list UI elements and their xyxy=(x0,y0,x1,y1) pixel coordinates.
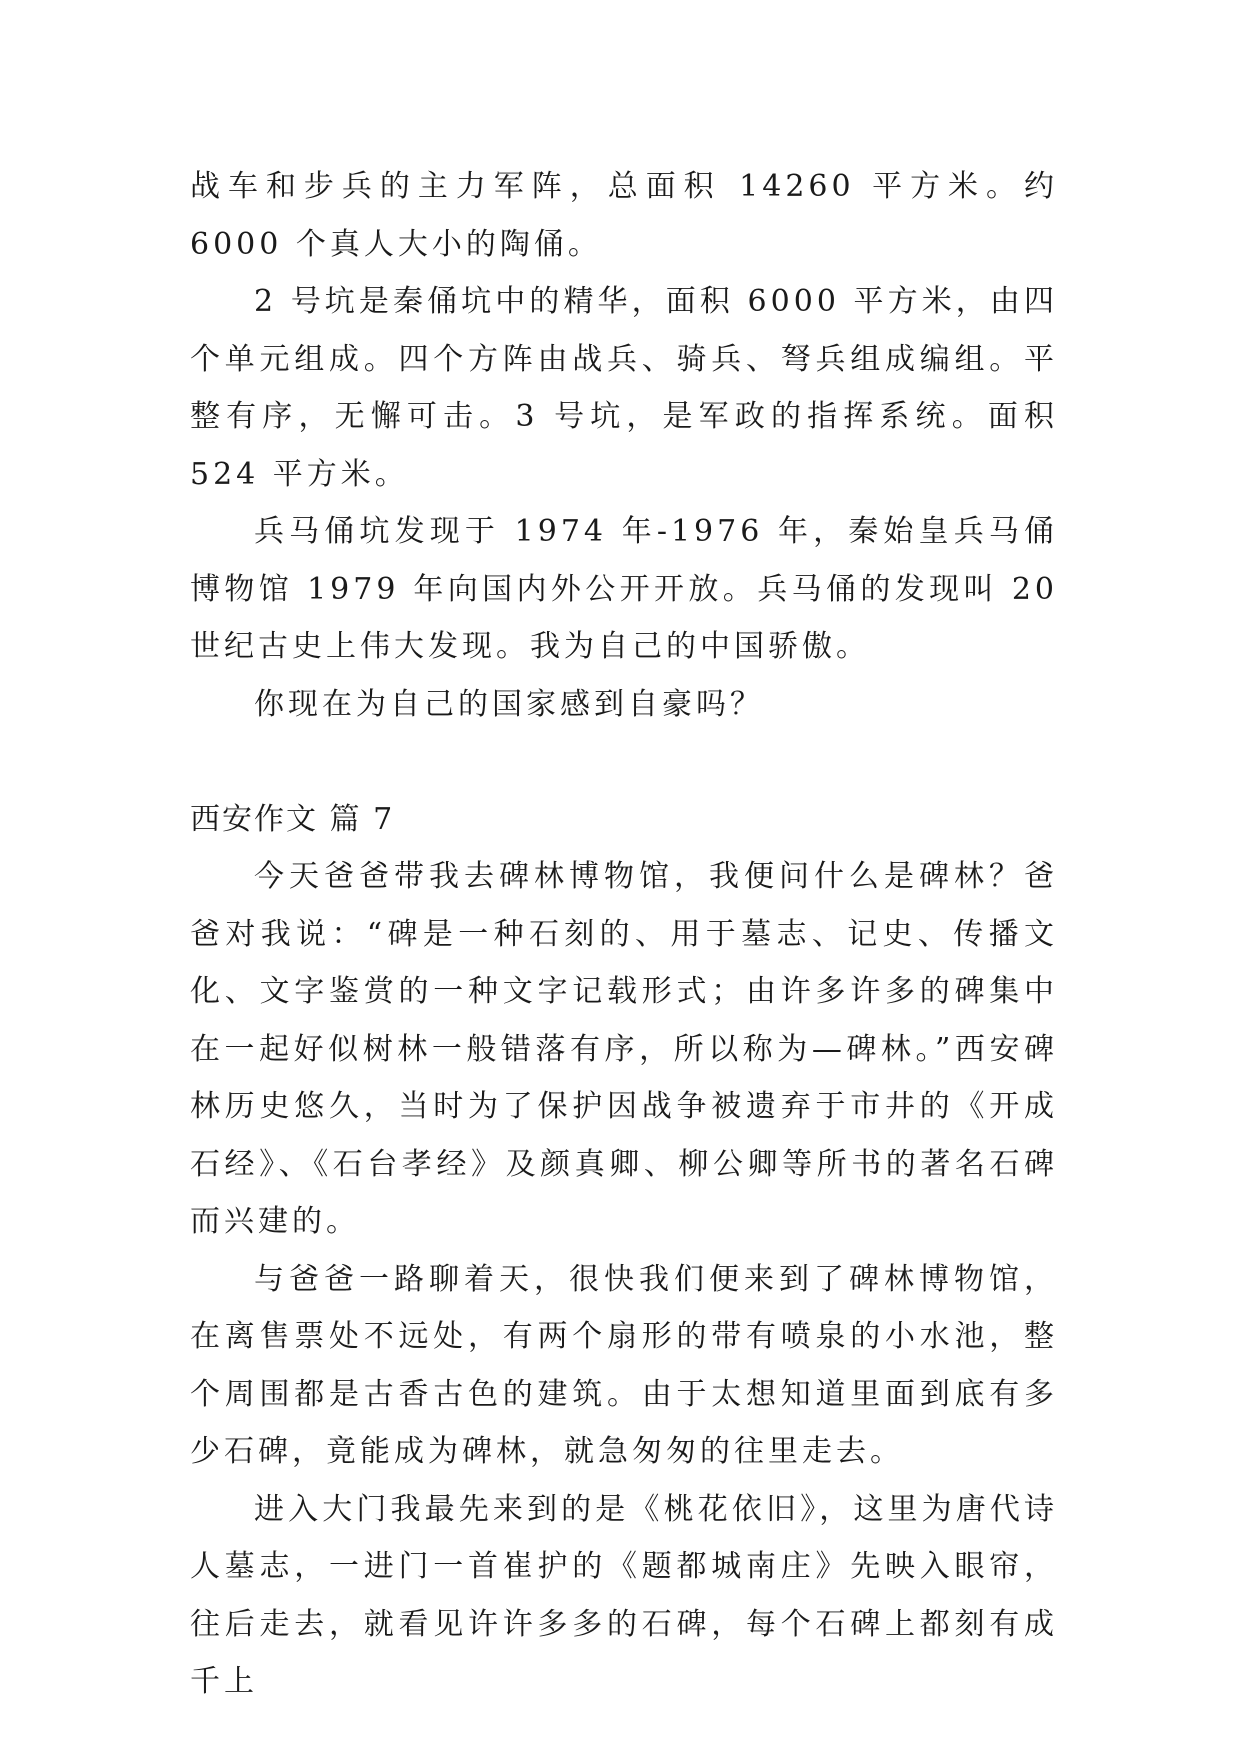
paragraph: 今天爸爸带我去碑林博物馆，我便问什么是碑林？爸爸对我说：“碑是一种石刻的、用于墓志、记史、传播文化、文字鉴赏的一种文字记载形式；由许多许多的碑集中在一起好似树林一般错落有序，所以称为—碑林。”西安碑林历史悠久，当时为了保护因战争被遗弃于市井的《开成石经》、《石台孝经》及颜真卿、柳公卿等所书的著名石碑而兴建的。 xyxy=(190,859,1058,1239)
paragraph-continued: 战车和步兵的主力军阵，总面积 14260 平方米。约 6000 个真人大小的陶俑。 xyxy=(190,169,1058,262)
paragraph: 兵马俑坑发现于 1974 年-1976 年，秦始皇兵马俑博物馆 1979 年向国内外公开开放。兵马俑的发现叫 20 世纪古史上伟大发现。我为自己的中国骄傲。 xyxy=(190,514,1058,664)
section-title: 西安作文 篇 7 xyxy=(190,801,395,837)
paragraph: 与爸爸一路聊着天，很快我们便来到了碑林博物馆，在离售票处不远处，有两个扇形的带有喷泉的小水池，整个周围都是古香古色的建筑。由于太想知道里面到底有多少石碑，竟能成为碑林，就急匆匆的往里走去。 xyxy=(190,1261,1058,1469)
paragraph: 2 号坑是秦俑坑中的精华，面积 6000 平方米，由四个单元组成。四个方阵由战兵、骑兵、弩兵组成编组。平整有序，无懈可击。3 号坑，是军政的指挥系统。面积 524 平方米。 xyxy=(190,284,1058,492)
section-gap xyxy=(190,733,1058,791)
paragraph: 进入大门我最先来到的是《桃花依旧》，这里为唐代诗人墓志，一进门一首崔护的《题都城南庄》先映入眼帘，往后走去，就看见许许多多的石碑，每个石碑上都刻有成千上 xyxy=(190,1491,1058,1699)
document-body xyxy=(190,158,1058,1711)
paragraph: 你现在为自己的国家感到自豪吗？ xyxy=(254,686,764,722)
